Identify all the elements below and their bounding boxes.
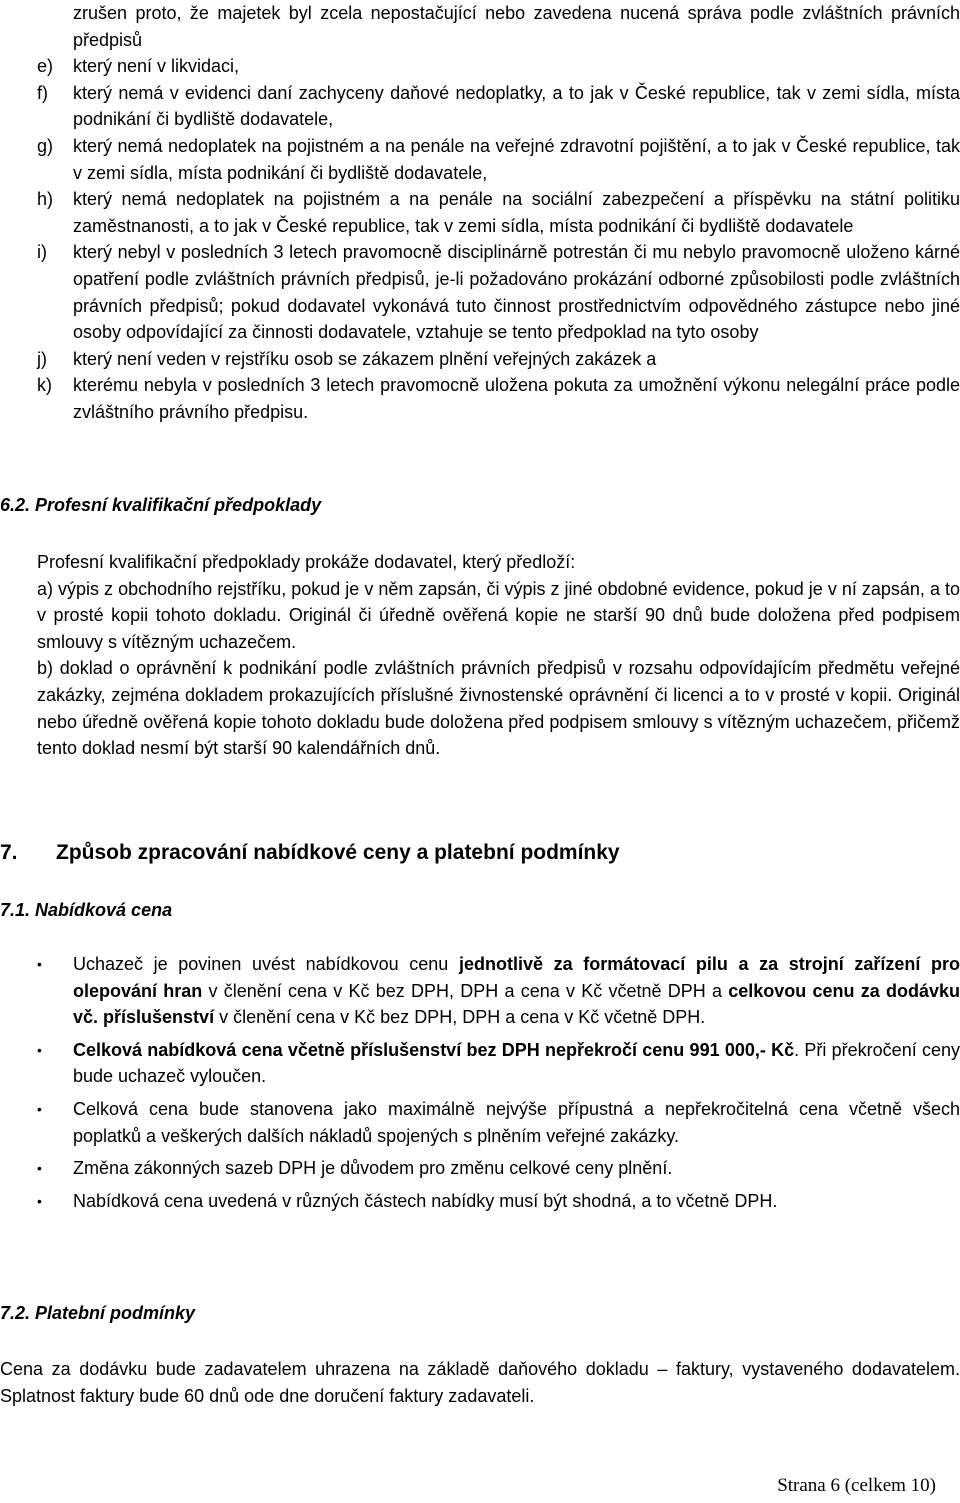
list-marker: i) [37, 242, 47, 263]
section-heading-7-1: 7.1. Nabídková cena [0, 900, 173, 920]
list-item [37, 1155, 960, 1182]
list-item [37, 372, 960, 425]
list-item [37, 951, 960, 1031]
list-item [37, 1188, 960, 1215]
list-item [37, 53, 960, 80]
price-bullet-list [37, 951, 960, 1220]
list-item [37, 80, 960, 133]
section-7-2-text: Cena za dodávku bude zadavatelem uhrazena na základě daňového dokladu – faktury, vystaveného dodavatelem. Splatnost faktury bude 60 dnů ode dne doručení faktury zadavateli. [0, 1359, 960, 1406]
list-item-text: který není v likvidaci, [73, 56, 240, 77]
bullet-icon: • [37, 1100, 42, 1117]
list-item [37, 239, 960, 345]
section-6-2-para-a: a) výpis z obchodního rejstříku, pokud je v něm zapsán, či výpis z jiné obdobné evidence, pokud je v ní zapsán, a to v prosté kopii tohoto dokladu. Originál či úředně ověřená kopie ne starší 90 dnů bude doložena před podpisem smlouvy s vítězným uchazečem. [37, 578, 960, 652]
bullet-text: Změna zákonných sazeb DPH je důvodem pro změnu celkové ceny plnění. [73, 1158, 673, 1179]
list-item [37, 0, 960, 53]
list-item-text: který není veden v rejstříku osob se zákazem plnění veřejných zakázek a [73, 348, 657, 369]
list-item-text: zrušen proto, že majetek byl zcela nepostačující nebo zavedena nucená správa podle zvláštních právních předpisů [73, 3, 960, 50]
section-heading-7-2: 7.2. Platební podmínky [0, 1303, 196, 1323]
section-heading-6-2: 6.2. Profesní kvalifikační předpoklady [0, 495, 322, 515]
list-item-text: který nebyl v posledních 3 letech pravomocně disciplinárně potrestán či mu nebylo pravomocně uloženo kárné opatření podle zvláštních právních předpisů, je-li požadováno prokázání odborné způsobilosti podle zvláštních právních předpisů; pokud dodavatel vykonává tuto činnost prostřednictvím odpovědného zástupce nebo jiné osoby odpovídající za činnosti dodavatele, vztahuje se tento předpoklad na tyto osoby [73, 242, 960, 343]
list-marker: e) [37, 56, 54, 77]
list-item-text: kterému nebyla v posledních 3 letech pravomocně uložena pokuta za umožnění výkonu nelegální práce podle zvláštního právního předpisu. [73, 375, 960, 422]
list-marker: h) [37, 189, 54, 210]
list-item [37, 1096, 960, 1149]
list-item-text: který nemá nedoplatek na pojistném a na penále na sociální zabezpečení a příspěvku na státní politiku zaměstnanosti, a to jak v České republice, tak v zemi sídla, místa podnikání či bydliště dodavatele [73, 189, 960, 236]
page-number: Strana 6 (celkem 10) [777, 1475, 936, 1496]
list-item-text: který nemá v evidenci daní zachyceny daňové nedoplatky, a to jak v České republice, tak v zemi sídla, místa podnikání či bydliště dodavatele, [73, 82, 960, 130]
list-item-text: který nemá nedoplatek na pojistném a na penále na veřejné zdravotní pojištění, a to jak v České republice, tak v zemi sídla, místa podnikání či bydliště dodavatele, [73, 135, 960, 183]
list-marker: g) [37, 135, 54, 156]
bullet-text: Uchazeč je povinen uvést nabídkovou cenu jednotlivě za formátovací pilu a za strojní zařízení pro olepování hran v členění cena v Kč bez DPH, DPH a cena v Kč včetně DPH a celkovou cenu za dodávku vč. příslušenství v členění cena v Kč bez DPH, DPH a cena v Kč včetně DPH. [73, 954, 960, 1028]
list-marker: j) [37, 348, 47, 369]
bullet-text: Celková cena bude stanovena jako maximálně nejvýše přípustná a nepřekročitelná cena včetně všech poplatků a veškerých dalších nákladů spojených s plněním veřejné zakázky. [73, 1098, 960, 1146]
section-6-2-body [37, 549, 960, 762]
section-number: 7. [0, 841, 18, 864]
bullet-icon: • [37, 1192, 42, 1209]
list-item [37, 133, 960, 186]
section-title: Způsob zpracování nabídkové ceny a platební podmínky [56, 841, 620, 864]
bullet-icon: • [37, 1160, 42, 1177]
bullet-icon: • [37, 1041, 42, 1058]
bullet-text: Nabídková cena uvedená v různých částech nabídky musí být shodná, a to včetně DPH. [73, 1190, 778, 1211]
section-heading-7 [0, 840, 620, 867]
list-item [37, 1037, 960, 1090]
bullet-icon: • [37, 956, 42, 972]
bullet-text: Celková nabídková cena včetně příslušenství bez DPH nepřekročí cenu 991 000,- Kč. Při překročení ceny bude uchazeč vyloučen. [73, 1039, 960, 1087]
conditions-list [37, 0, 960, 426]
section-6-2-intro: Profesní kvalifikační předpoklady prokáže dodavatel, který předloží: [37, 552, 576, 572]
list-item [37, 186, 960, 239]
list-marker: k) [37, 375, 52, 396]
section-6-2-para-b: b) doklad o oprávnění k podnikání podle zvláštních právních předpisů v rozsahu odpovídajícím předmětu veřejné zakázky, zejména dokladem prokazujících příslušné živnostenské oprávnění či licenci a to v prosté v kopii. Originál nebo úředně ověřená kopie tohoto dokladu bude doložena před podpisem smlouvy s vítězným uchazečem, přičemž tento doklad nesmí být starší 90 kalendářních dnů. [37, 658, 960, 759]
list-marker [37, 0, 73, 53]
list-item [37, 346, 960, 373]
list-marker: f) [37, 82, 48, 103]
